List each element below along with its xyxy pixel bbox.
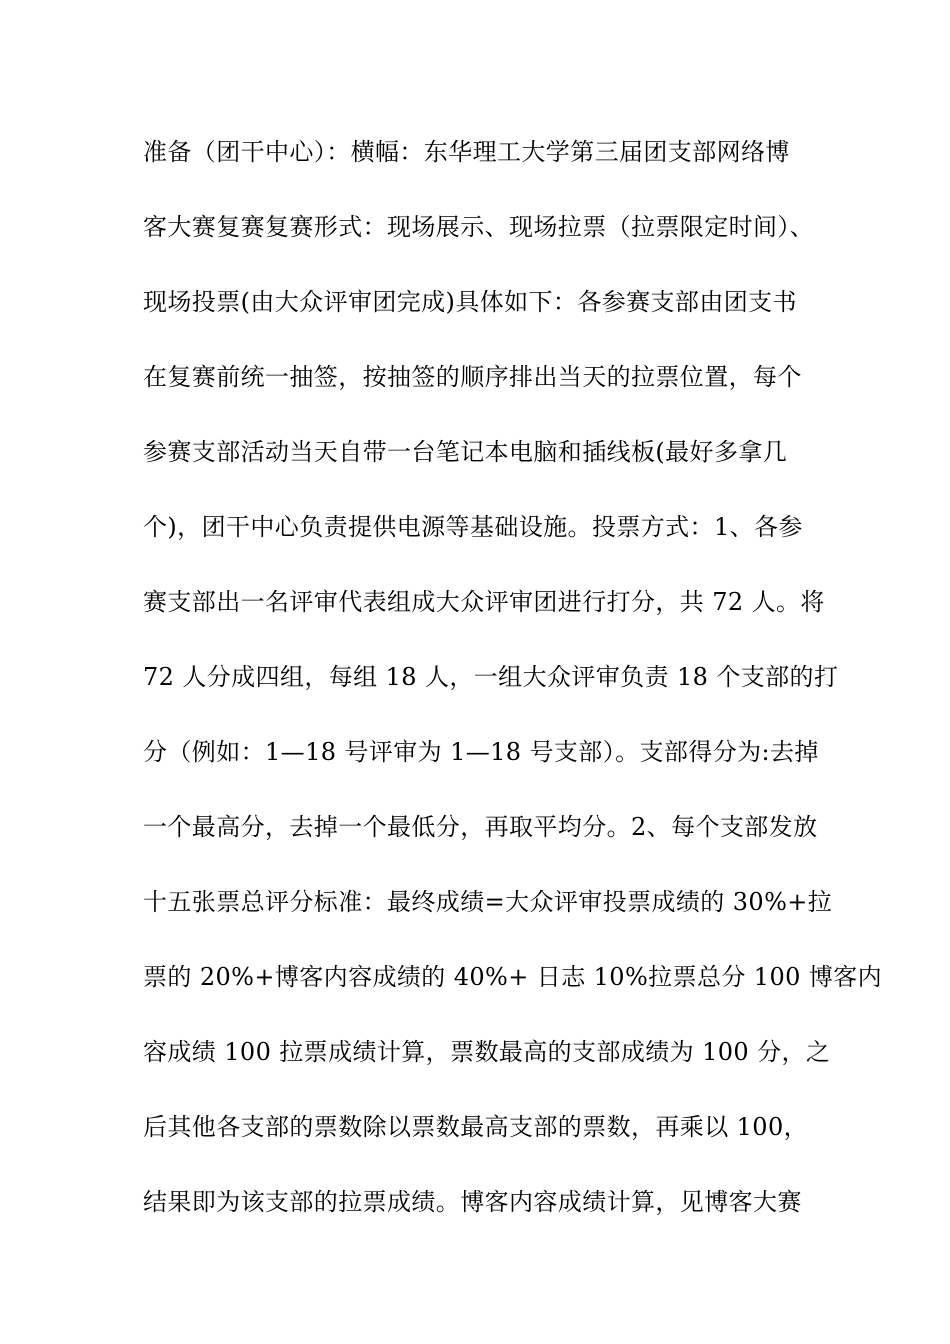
- text-line: 客大赛复赛复赛形式：现场展示、现场拉票（拉票限定时间）、: [143, 213, 815, 241]
- text-line: 分（例如：1—18 号评审为 1—18 号支部）。支部得分为:去掉: [143, 738, 819, 766]
- text-line: 现场投票(由大众评审团完成)具体如下：各参赛支部由团支书: [143, 288, 797, 316]
- body-text: [143, 134, 883, 1259]
- text-line: 准备（团干中心）：横幅：东华理工大学第三届团支部网络博: [143, 138, 790, 166]
- text-line: 十五张票总评分标准：最终成绩=大众评审投票成绩的 30%+拉: [143, 888, 833, 916]
- text-line: 赛支部出一名评审代表组成大众评审团进行打分，共 72 人。将: [143, 588, 825, 616]
- text-line: 后其他各支部的票数除以票数最高支部的票数，再乘以 100，: [143, 1113, 809, 1141]
- text-line: 结果即为该支部的拉票成绩。博客内容成绩计算，见博客大赛: [143, 1188, 802, 1216]
- text-line: 72 人分成四组，每组 18 人，一组大众评审负责 18 个支部的打: [143, 663, 839, 691]
- text-line: 容成绩 100 拉票成绩计算，票数最高的支部成绩为 100 分，之: [143, 1038, 831, 1066]
- text-line: 一个最高分，去掉一个最低分，再取平均分。2、每个支部发放: [143, 813, 818, 841]
- text-line: 参赛支部活动当天自带一台笔记本电脑和插线板(最好多拿几: [143, 438, 788, 466]
- text-line: 票的 20%+博客内容成绩的 40%+ 日志 10%拉票总分 100 博客内: [143, 963, 883, 991]
- text-line: 个)，团干中心负责提供电源等基础设施。投票方式：1、各参: [143, 513, 803, 541]
- text-line: 在复赛前统一抽签，按抽签的顺序排出当天的拉票位置，每个: [143, 363, 802, 391]
